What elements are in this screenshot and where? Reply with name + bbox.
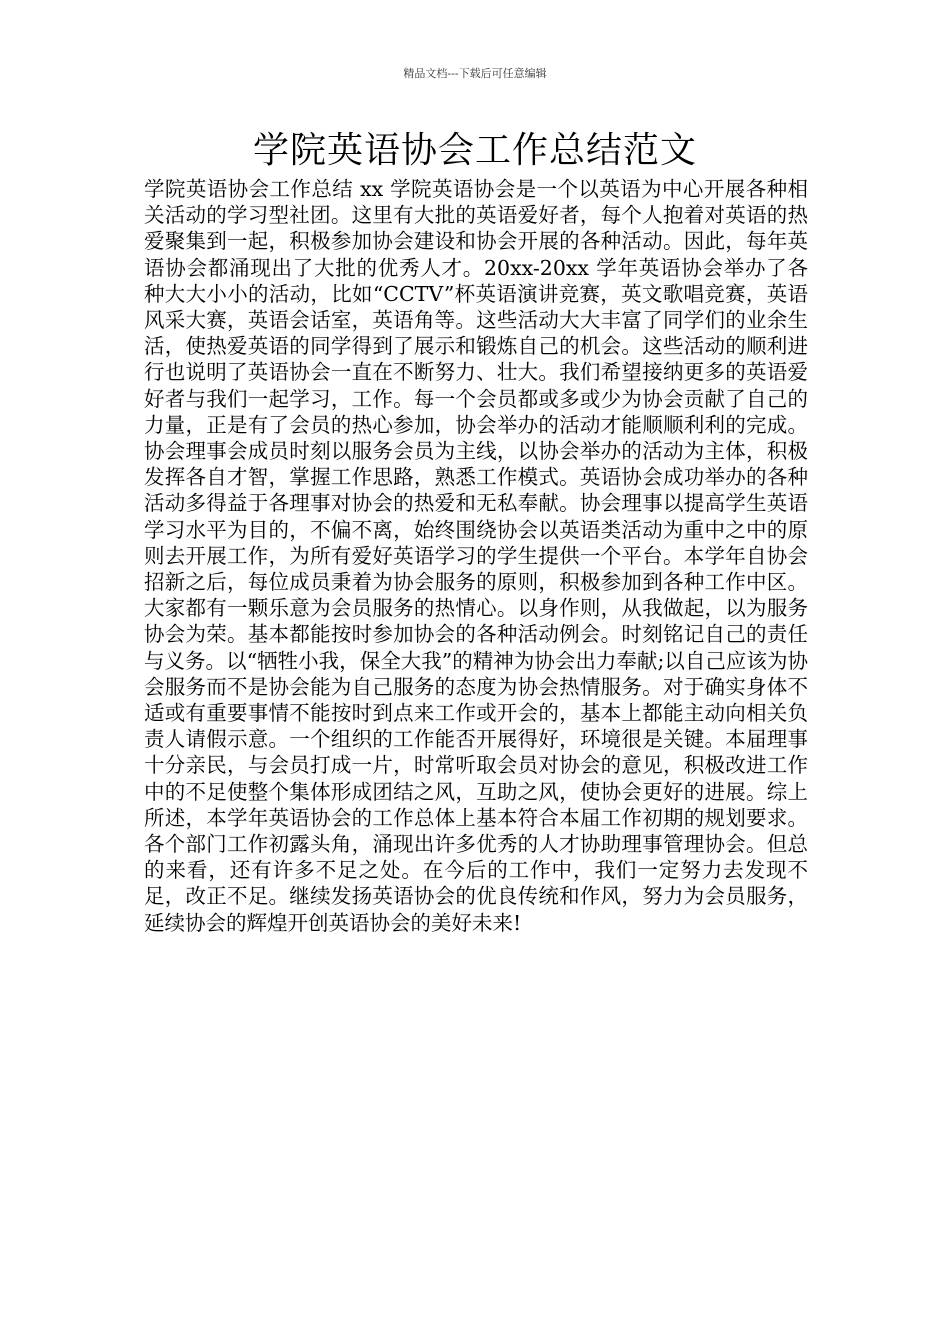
document-title: 学院英语协会工作总结范文 (252, 130, 697, 171)
document-body: 学院英语协会工作总结 xx 学院英语协会是一个以英语为中心开展各种相关活动的学习型社团。这里有大批的英语爱好者，每个人抱着对英语的热爱聚集到一起，积极参加协会建设和协会开展的各种活动。因此，每年英语协会都涌现出了大批的优秀人才。20xx-20xx 学年英语协会举办了各种大大小小的活动，比如“CCTV”杯英语演讲竞赛，英文歌唱竞赛，英语风采大赛，英语会话室，英语角等。这些活动大大丰富了同学们的业余生活，使热爱英语的同学得到了展示和锻炼自己的机会。这些活动的顺利进行也说明了英语协会一直在不断努力、壮大。我们希望接纳更多的英语爱好者与我们一起学习，工作。每一个会员都或多或少为协会贡献了自己的力量，正是有了会员的热心参加，协会举办的活动才能顺顺利利的完成。协会理事会成员时刻以服务会员为主线，以协会举办的活动为主体，积极发挥各自才智，掌握工作思路，熟悉工作模式。英语协会成功举办的各种活动多得益于各理事对协会的热爱和无私奉献。协会理事以提高学生英语学习水平为目的，不偏不离，始终围绕协会以英语类活动为重中之中的原则去开展工作，为所有爱好英语学习的学生提供一个平台。本学年自协会招新之后，每位成员秉着为协会服务的原则，积极参加到各种工作中区。大家都有一颗乐意为会员服务的热情心。以身作则，从我做起，以为服务协会为荣。基本都能按时参加协会的各种活动例会。时刻铭记自己的责任与义务。以“牺牲小我，保全大我”的精神为协会出力奉献;以自己应该为协会服务而不是协会能为自己服务的态度为协会热情服务。对于确实身体不适或有重要事情不能按时到点来工作或开会的，基本上都能主动向相关负责人请假示意。一个组织的工作能否开展得好，环境很是关键。本届理事十分亲民，与会员打成一片，时常听取会员对协会的意见，积极改进工作中的不足使整个集体形成团结之风，互助之风，使协会更好的进展。综上所述，本学年英语协会的工作总体上基本符合本届工作初期的规划要求。各个部门工作初露头角，涌现出许多优秀的人才协助理事管理协会。但总的来看，还有许多不足之处。在今后的工作中，我们一定努力去发现不足，改正不足。继续发扬英语协会的优良传统和作风，努力为会员服务，延续协会的辉煌开创英语协会的美好未来! (144, 177, 808, 935)
page-header: 精品文档---下载后可任意编辑 (403, 67, 547, 80)
